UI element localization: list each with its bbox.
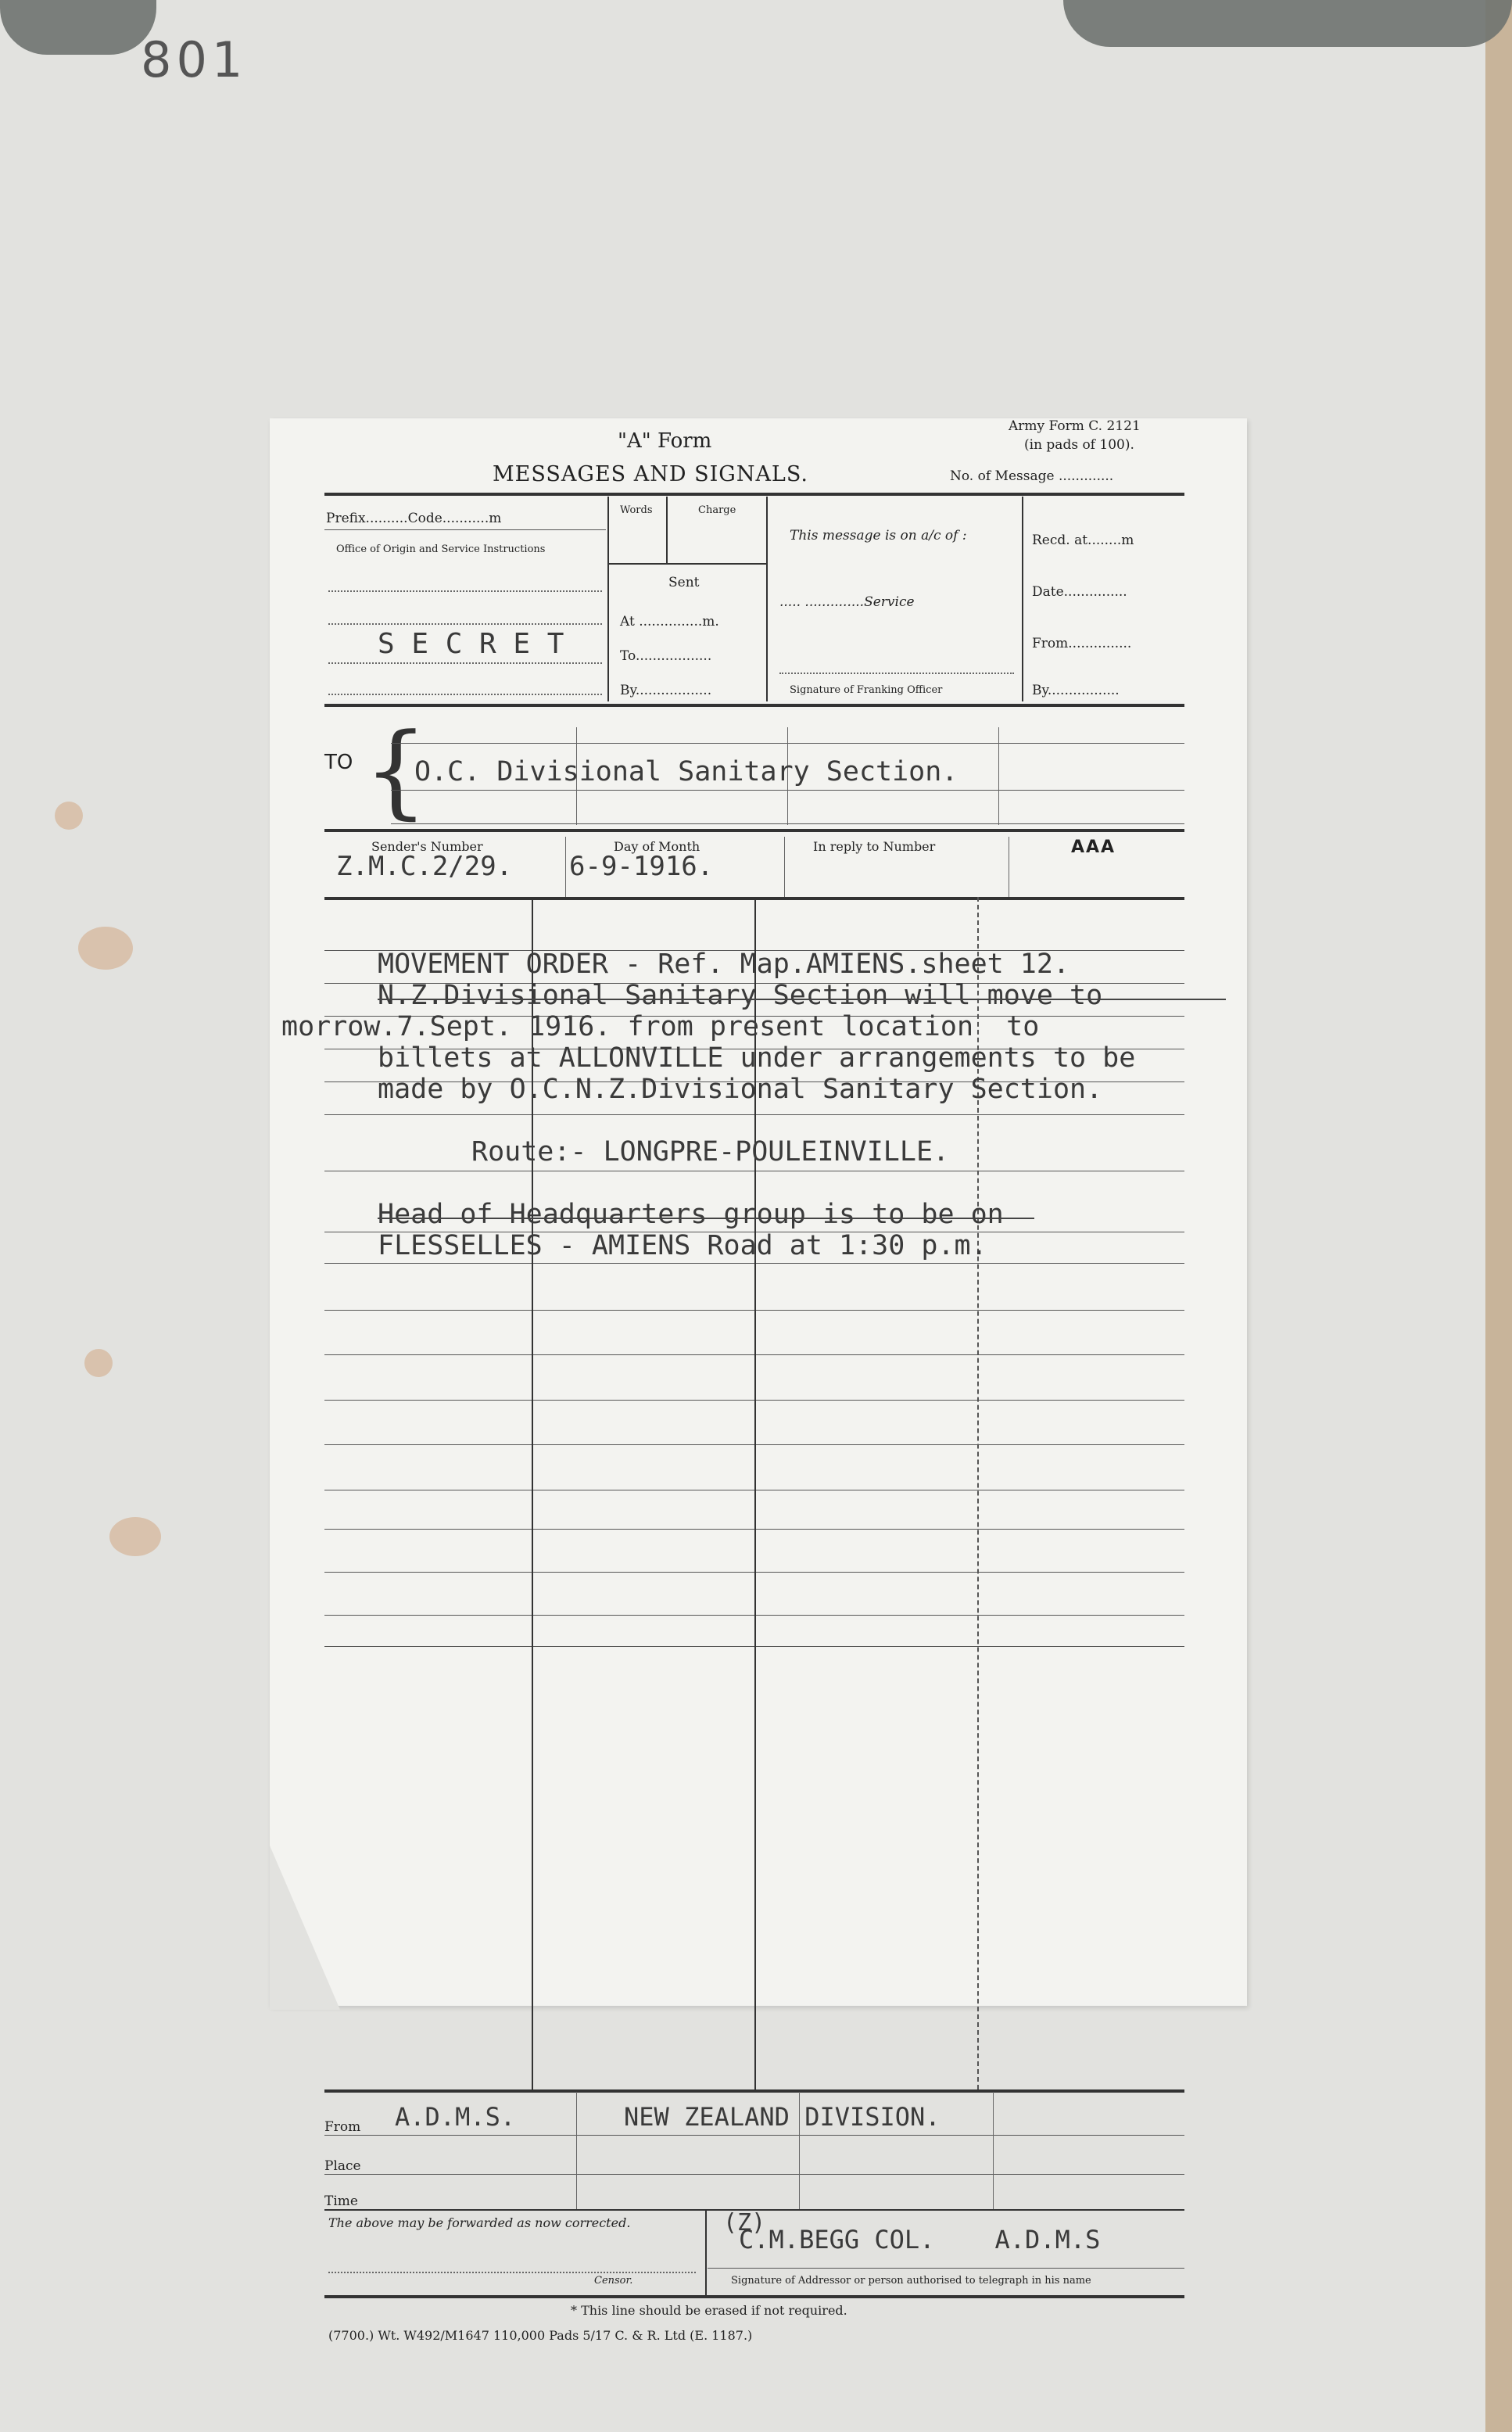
day-of-month: 6-9-1916.: [569, 851, 714, 882]
to-brace: {: [364, 711, 428, 830]
time-label: Time: [324, 2193, 358, 2209]
form-title: MESSAGES AND SIGNALS.: [493, 462, 808, 486]
from-label: From: [324, 2119, 361, 2135]
punch-hole: [78, 927, 133, 970]
signature-note: Signature of Addressor or person authorised to telegraph in his name: [731, 2275, 1091, 2287]
message-line-3: morrow.7.Sept. 1916. from present location to: [281, 1011, 1040, 1042]
place-label: Place: [324, 2158, 361, 2174]
form-name: "A" Form: [618, 429, 712, 453]
binder-clip-left: [0, 0, 156, 55]
sent-to-field: To..................: [620, 648, 712, 664]
punch-hole: [84, 1349, 113, 1377]
erase-note: * This line should be erased if not required.: [571, 2303, 847, 2318]
message-line-2: N.Z.Divisional Sanitary Section will move to: [378, 980, 1103, 1011]
message-form: [270, 418, 1247, 2343]
sent-by-field: By..................: [620, 683, 712, 698]
strikethrough: [378, 1218, 1034, 1219]
message-line-5: made by O.C.N.Z.Divisional Sanitary Section.: [378, 1074, 1103, 1105]
pads-note: (in pads of 100).: [1024, 437, 1134, 453]
received-at-field: Recd. at........m: [1032, 533, 1134, 548]
words-label: Words: [620, 504, 653, 516]
from-field-top: From...............: [1032, 636, 1132, 651]
printer-line: (7700.) Wt. W492/M1647 110,000 Pads 5/17 C. & R. Ltd (E. 1187.): [328, 2328, 753, 2343]
aaa-marker: AAA: [1071, 838, 1116, 857]
message-line-8: FLESSELLES - AMIENS Road at 1:30 p.m.: [378, 1230, 987, 1261]
censor-label: Censor.: [594, 2275, 633, 2287]
signature-franking-officer: Signature of Franking Officer: [790, 684, 943, 696]
this-message-on-account: This message is on a/c of :: [790, 528, 967, 543]
to-addressee: O.C. Divisional Sanitary Section.: [414, 756, 958, 787]
binder-clip-right: [1063, 0, 1512, 47]
by-field-right: By.................: [1032, 683, 1120, 698]
senders-number: Z.M.C.2/29.: [336, 851, 513, 882]
archive-number: 801: [141, 31, 248, 88]
date-field: Date...............: [1032, 584, 1127, 600]
message-line-route: Route:- LONGPRE-POULEINVILLE.: [471, 1136, 950, 1168]
secret-marking: S E C R E T: [378, 628, 564, 660]
service-field: ..... ..............Service: [779, 594, 915, 610]
sent-label: Sent: [668, 575, 700, 590]
message-line-7: Head of Headquarters group is to be on: [378, 1199, 1004, 1230]
office-of-origin: Office of Origin and Service Instructions: [336, 543, 546, 555]
signature-typed: C.M.BEGG COL. A.D.M.S: [739, 2225, 1101, 2254]
no-of-message: No. of Message .............: [950, 468, 1114, 484]
message-line-4: billets at ALLONVILLE under arrangements to be: [378, 1042, 1136, 1074]
strikethrough: [378, 999, 1226, 1000]
to-label: TO: [324, 751, 353, 774]
charge-label: Charge: [698, 504, 736, 516]
day-of-month-label: Day of Month: [614, 839, 700, 854]
from-division: NEW ZEALAND DIVISION.: [624, 2102, 941, 2132]
message-line-1: MOVEMENT ORDER - Ref. Map.AMIENS.sheet 12.: [378, 949, 1070, 980]
senders-number-label: Sender's Number: [371, 839, 483, 854]
punch-hole: [109, 1517, 161, 1556]
sent-at-field: At ...............m.: [620, 614, 719, 630]
army-form-number: Army Form C. 2121: [1009, 418, 1141, 434]
forwarded-note: The above may be forwarded as now corrected.: [328, 2215, 631, 2230]
prefix-code: Prefix..........Code...........m: [326, 511, 502, 526]
z-mark: (Z): [723, 2209, 766, 2237]
board-edge: [1485, 0, 1512, 2432]
in-reply-label: In reply to Number: [813, 839, 936, 854]
from-value: A.D.M.S.: [395, 2102, 516, 2132]
punch-hole: [55, 802, 83, 830]
